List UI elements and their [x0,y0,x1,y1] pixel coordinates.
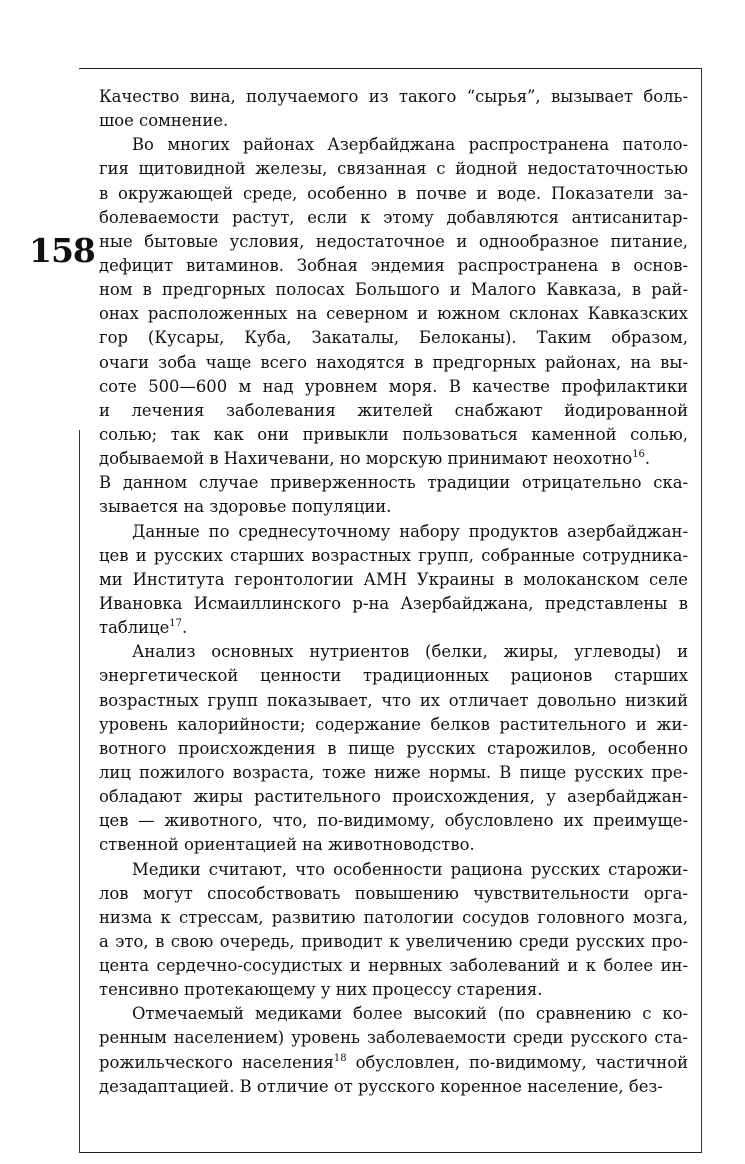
text-line [99,906,688,930]
text-line [99,326,688,350]
text-line [99,616,688,640]
line-text: а это, в свою очередь, приводит к увеличению среди русских про- [99,931,688,951]
line-text: Во многих районах Азербайджана распространена патоло- [132,135,688,155]
line-text: Медики считают, что особенности рациона русских старожи- [132,859,688,879]
line-text: шое сомнение. [99,111,229,131]
line-text: Отмечаемый медиками более высокий (по сравнению с ко- [132,1004,688,1024]
text-line [99,1051,688,1075]
text-line [99,544,688,568]
text-line [99,206,688,230]
text-line [99,640,688,664]
line-text: гия щитовидной железы, связанная с йодной недостаточностью [99,159,688,179]
text-line [99,882,688,906]
text-line [99,930,688,954]
line-text: добываемой в Нахичевани, но морскую принимают неохотно [99,449,633,469]
text-line [99,495,688,519]
line-text: цента сердечно-сосудистых и нервных заболеваний и к более ин- [99,956,688,976]
text-line [99,954,688,978]
footnote-suffix: . [182,618,188,638]
line-text: дезадаптацией. В отличие от русского коренное население, без- [99,1076,663,1096]
line-text: в окружающей среде, особенно в почве и воде. Показатели за- [99,183,688,203]
text-line [99,713,688,737]
text-line [99,351,688,375]
line-text: ственной ориентацией на животноводство. [99,835,475,855]
text-line [99,689,688,713]
text-line [99,809,688,833]
line-text: онах расположенных на северном и южном склонах Кавказских [99,304,688,324]
text-line [99,1002,688,1026]
text-line [99,737,688,761]
text-line [99,978,688,1002]
line-text-continued: обусловлен, по-видимому, частичной [346,1052,688,1072]
line-text: Ивановка Исмаиллинского р-на Азербайджана, представлены в [99,593,688,613]
footnote-suffix: . [644,449,651,469]
line-text: таблице [99,618,170,638]
page-number: 158 [29,231,95,270]
text-line [99,133,688,157]
text-line [99,302,688,326]
left-rule [79,430,80,1153]
line-text: ми Института геронтологии АМН Украины в молоканском селе [99,569,688,589]
line-text: В данном случае приверженность традиции отрицательно ска- [99,473,688,493]
text-line [99,157,688,181]
line-text: возрастных групп показывает, что их отличает довольно низкий [99,690,688,710]
top-rule [79,68,702,69]
text-line [99,278,688,302]
text-line [99,833,688,857]
text-line [99,375,688,399]
text-line [99,761,688,785]
line-text: рожильческого населения [99,1052,334,1072]
text-line [99,85,688,109]
text-line [99,1026,688,1050]
line-text: и лечения заболевания жителей снабжают йодированной [99,400,688,420]
bottom-rule [79,1152,702,1153]
text-line [99,520,688,544]
right-rule [701,68,702,1153]
text-line [99,1075,688,1099]
line-text: болеваемости растут, если к этому добавляются антисанитар- [99,207,688,227]
line-text: низма к стрессам, развитию патологии сосудов головного мозга, [99,907,688,927]
text-line [99,254,688,278]
line-text: ренным населением) уровень заболеваемости среди русского ста- [99,1028,688,1048]
line-text: цев — животного, что, по-видимому, обусловлено их преимуще- [99,811,688,831]
text-line [99,664,688,688]
line-text: зывается на здоровье популяции. [99,497,392,517]
text-line [99,447,688,471]
line-text: цев и русских старших возрастных групп, собранные сотрудника- [99,545,688,565]
line-text: ном в предгорных полосах Большого и Малого Кавказа, в рай- [99,280,688,300]
text-line [99,182,688,206]
line-text: солью; так как они привыкли пользоваться каменной солью, [99,424,688,444]
body-text [99,85,688,1099]
line-text: очаги зоба чаще всего находятся в предгорных районах, на вы- [99,352,688,372]
footnote-ref: 18 [333,1052,347,1064]
text-line [99,785,688,809]
text-line [99,568,688,592]
line-text: Качество вина, получаемого из такого “сырья”, вызывает боль- [99,87,688,106]
footnote-ref: 16 [632,449,645,461]
line-text: Данные по среднесуточному набору продуктов азербайджан- [132,521,688,541]
line-text: гор (Кусары, Куба, Закаталы, Белоканы). Таким образом, [99,328,688,348]
line-text: ные бытовые условия, недостаточное и однообразное питание, [99,231,688,251]
text-line [99,858,688,882]
text-line [99,471,688,495]
footnote-ref: 17 [169,618,183,630]
line-text: лиц пожилого возраста, тоже ниже нормы. В пище русских пре- [99,762,688,782]
line-text: вотного происхождения в пище русских старожилов, особенно [99,738,688,758]
line-text: дефицит витаминов. Зобная эндемия распространена в основ- [99,255,688,275]
line-text: энергетической ценности традиционных рационов старших [99,666,688,686]
line-text: тенсивно протекающему у них процессу старения. [99,980,543,1000]
line-text: обладают жиры растительного происхождения, у азербайджан- [99,787,688,807]
line-text: Анализ основных нутриентов (белки, жиры, углеводы) и [132,642,688,662]
line-text: лов могут способствовать повышению чувствительности орга- [99,883,688,903]
text-line [99,423,688,447]
text-line [99,230,688,254]
text-line [99,399,688,423]
line-text: соте 500—600 м над уровнем моря. В качестве профилактики [99,376,688,396]
text-line [99,109,688,133]
text-line [99,592,688,616]
line-text: уровень калорийности; содержание белков растительного и жи- [99,714,688,734]
